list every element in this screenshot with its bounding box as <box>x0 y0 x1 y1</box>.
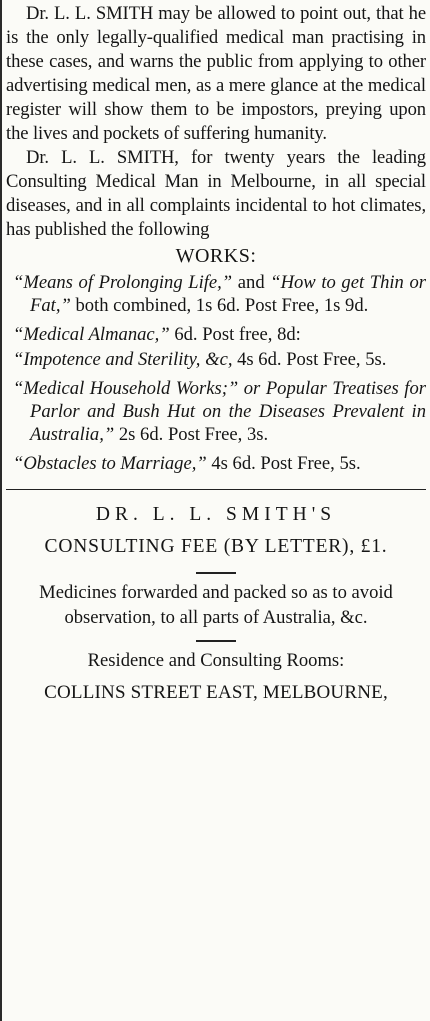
work-item <box>6 377 426 446</box>
work-item <box>6 271 426 317</box>
residence-label: Residence and Consulting Rooms: <box>87 650 345 671</box>
work-title: “Obstacles to Marriage,” <box>13 453 207 474</box>
works-list <box>6 271 426 475</box>
work-title: “Medical Almanac,” <box>13 324 170 345</box>
work-item <box>6 323 426 346</box>
fee-title: DR. L. L. SMITH'S <box>95 504 337 525</box>
work-price: 6d. Post free, 8d: <box>169 324 301 345</box>
work-title: “Medical Household Works;” or Popular Treatises for Parlor and Bush Hut on the Diseases Prevalent in Australia,” <box>13 378 426 445</box>
work-item <box>6 452 426 475</box>
work-title-second: “How to get Thin or Fat,” <box>30 272 426 316</box>
work-title: “Means of Prolonging Life,” <box>13 272 233 293</box>
credentials-paragraph: Dr. L. L. SMITH, for twenty years the leading Consulting Medical Man in Melbourne, in all special diseases, and in all complaints incidental to hot climates, has published the following <box>6 147 426 240</box>
works-heading: WORKS: <box>175 245 257 267</box>
consulting-fee: CONSULTING FEE (BY LETTER), £1. <box>44 536 388 557</box>
work-item <box>6 348 426 371</box>
advertisement-column <box>6 0 426 707</box>
column-rule <box>0 0 2 1021</box>
intro-paragraph: Dr. L. L. SMITH may be allowed to point out, that he is the only legally-qualified medical man practising in these cases, and warns the public from applying to other advertising medical men, as a mere glance at the medical register will show them to be impostors, preying upon the lives and pockets of suffering humanity. <box>6 3 426 144</box>
residence-address: COLLINS STREET EAST, MELBOURNE, <box>44 682 388 703</box>
short-divider <box>196 572 236 574</box>
section-divider <box>6 489 426 490</box>
work-price: 2s 6d. Post Free, 3s. <box>114 424 269 445</box>
work-price: 4s 6d. Post Free, 5s. <box>206 453 361 474</box>
work-connector: and <box>232 272 271 293</box>
short-divider <box>196 640 236 642</box>
work-price: 4s 6d. Post Free, 5s. <box>232 349 387 370</box>
medicines-notice: Medicines forwarded and packed so as to avoid observation, to all parts of Australia, &c. <box>39 582 393 628</box>
work-title: “Impotence and Sterility, &c, <box>13 349 233 370</box>
work-price: both combined, 1s 6d. Post Free, 1s 9d. <box>70 295 369 316</box>
